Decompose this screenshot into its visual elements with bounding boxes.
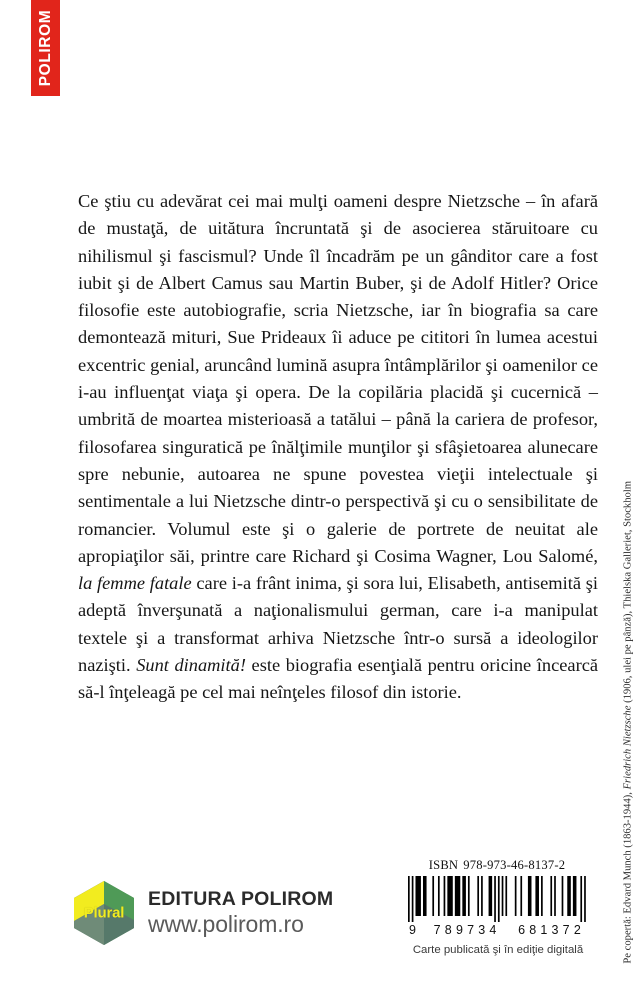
isbn-line: [408, 858, 586, 873]
publisher-flag: [31, 0, 60, 96]
publisher-flag-label: POLIROM: [36, 9, 54, 87]
back-cover-blurb: [78, 188, 598, 707]
cover-image-credit-text: Pe copertă: Edvard Munch (1863-1944), Friedrich Nietzsche (1906, ulei pe pânză), Thielska Galleriet, Stockholm: [622, 481, 634, 964]
digital-edition-note: Carte publicată şi în ediţie digitală: [412, 944, 584, 956]
isbn-label: ISBN: [428, 858, 459, 872]
publisher-brand-lockup: [72, 880, 333, 946]
publisher-website[interactable]: www.polirom.ro: [148, 910, 304, 937]
isbn-number: 978-973-46-8137-2: [463, 858, 566, 872]
publisher-name: EDITURA POLIROM: [148, 888, 334, 911]
plural-logo-wordmark: Plural: [83, 904, 125, 922]
barcode-digits-group-1: 789734: [433, 923, 501, 937]
barcode-digits-group-2: 681372: [518, 923, 585, 937]
plural-hexagon-logo: [72, 880, 136, 946]
blurb-paragraph: Ce ştiu cu adevărat cei mai mulţi oameni despre Nietzsche – în afară de mustaţă, de uitătura încruntată şi de asocierea stăruitoare cu nihilismul şi fascismul? Unde îl încadrăm pe un gânditor care a fost iubit şi de Albert Camus sau Martin Buber, şi de Adolf Hitler? Orice filosofie este autobiografie, scria Nietzsche, iar în biografia sa care demontează mituri, Sue Prideaux îi aduce pe cititori în lumea acestui excentric genial, aruncând lumină asupra întâmplărilor şi oamenilor ce i-au influenţat viaţa şi opera. De la copilăria placidă şi cucernică – umbrită de moartea misterioasă a tatălui – până la cariera de profesor, filosofarea singuratică pe înălţimile munţilor şi sfâşietoarea alunecare spre nebunie, autoarea ne spune povestea vieţii intelectuale şi sentimentale a lui Nietzsche dintr-o perspectivă şi cu o sensibilitate de romancier. Volumul este şi o galerie de portrete de neuitat ale apropiaţilor săi, printre care Richard şi Cosima Wagner, Lou Salomé, la femme fatale care i-a frânt inima, şi sora lui, Elisabeth, antisemită şi adeptă înverşunată a naţionalismului german, care i-a manipulat textele şi a transformat arhiva Nietzsche într-o sursă a ideologilor nazişti. Sunt dinamită! este biografia esenţială pentru oricine încearcă să-l înţeleagă pe cel mai neînţeles filosof din istorie.: [78, 191, 599, 703]
ean13-barcode: [408, 876, 586, 922]
cover-image-credit: [618, 404, 640, 964]
publisher-wordmark: [148, 890, 333, 936]
isbn-barcode-block: [408, 858, 586, 937]
barcode-digits: [409, 923, 585, 937]
barcode-digit-prefix: 9: [409, 923, 417, 937]
